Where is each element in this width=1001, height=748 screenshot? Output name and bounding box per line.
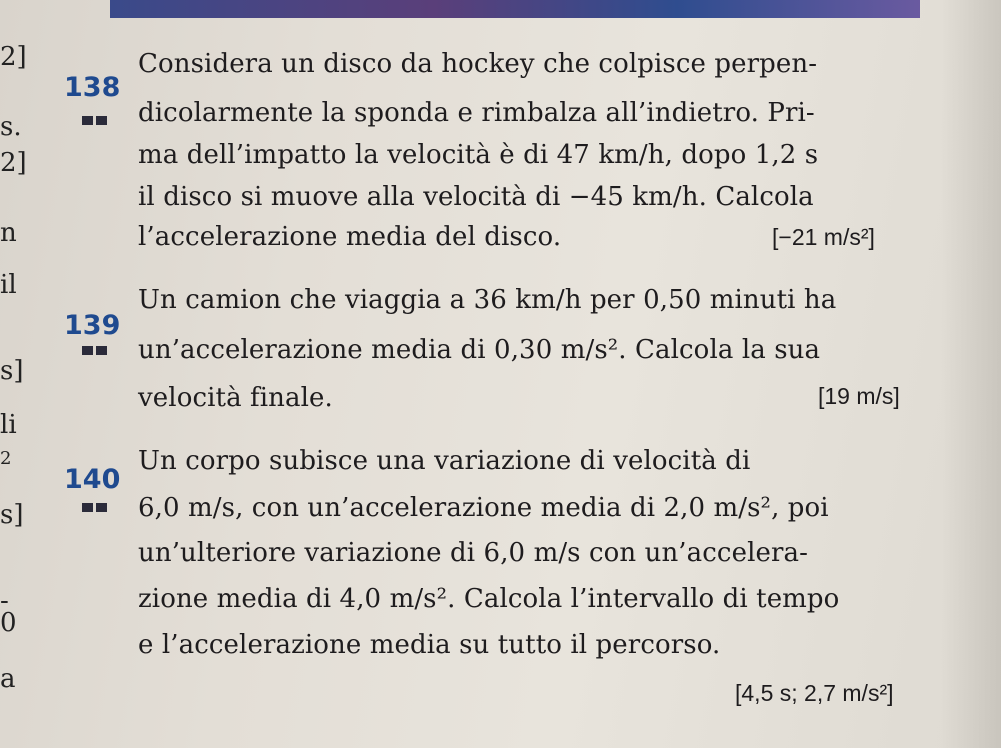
- problem-text-line: Un camion che viaggia a 36 km/h per 0,50 minuti ha: [138, 285, 837, 315]
- problem-number: 139: [64, 310, 121, 341]
- margin-fragment: 2]: [0, 148, 27, 178]
- answer: [19 m/s]: [818, 383, 900, 409]
- answer: [−21 m/s²]: [772, 224, 875, 250]
- problem-text-line: il disco si muove alla velocità di −45 km/h. Calcola: [138, 182, 814, 212]
- margin-fragment: n: [0, 218, 17, 248]
- problem-text-line: un’accelerazione media di 0,30 m/s². Calcola la sua: [138, 335, 821, 365]
- problem-text-line: Considera un disco da hockey che colpisce perpen-: [138, 49, 818, 79]
- answer: [4,5 s; 2,7 m/s²]: [735, 680, 894, 706]
- problem-text-line: un’ulteriore variazione di 6,0 m/s con un’accelera-: [138, 538, 808, 568]
- problem-number: 140: [64, 464, 121, 495]
- margin-fragment: il: [0, 270, 17, 300]
- margin-fragment: s.: [0, 112, 22, 142]
- problem-number: 138: [64, 72, 121, 103]
- problem-text-line: dicolarmente la sponda e rimbalza all’indietro. Pri-: [138, 98, 815, 128]
- problem-text-line: e l’accelerazione media su tutto il percorso.: [138, 630, 721, 660]
- difficulty-icon: [82, 346, 108, 355]
- top-color-band: [110, 0, 920, 18]
- margin-fragment: li: [0, 410, 17, 440]
- margin-fragment: 0: [0, 608, 17, 638]
- margin-fragment: s]: [0, 500, 24, 530]
- problem-text-line: zione media di 4,0 m/s². Calcola l’intervallo di tempo: [138, 584, 840, 614]
- problem-text-line: 6,0 m/s, con un’accelerazione media di 2,0 m/s², poi: [138, 493, 829, 523]
- problem-text-line: Un corpo subisce una variazione di velocità di: [138, 446, 751, 476]
- difficulty-icon: [82, 116, 108, 125]
- margin-fragment: -: [0, 586, 9, 616]
- margin-fragment: 2: [0, 448, 12, 469]
- margin-fragment: s]: [0, 356, 24, 386]
- margin-fragment: 2]: [0, 42, 27, 72]
- problem-text-line: velocità finale.: [138, 383, 333, 413]
- page-edge-shadow: [941, 0, 1001, 748]
- margin-fragment: a: [0, 664, 16, 694]
- problem-text-line: ma dell’impatto la velocità è di 47 km/h, dopo 1,2 s: [138, 140, 819, 170]
- problem-text-line: l’accelerazione media del disco.: [138, 222, 562, 252]
- difficulty-icon: [82, 503, 108, 512]
